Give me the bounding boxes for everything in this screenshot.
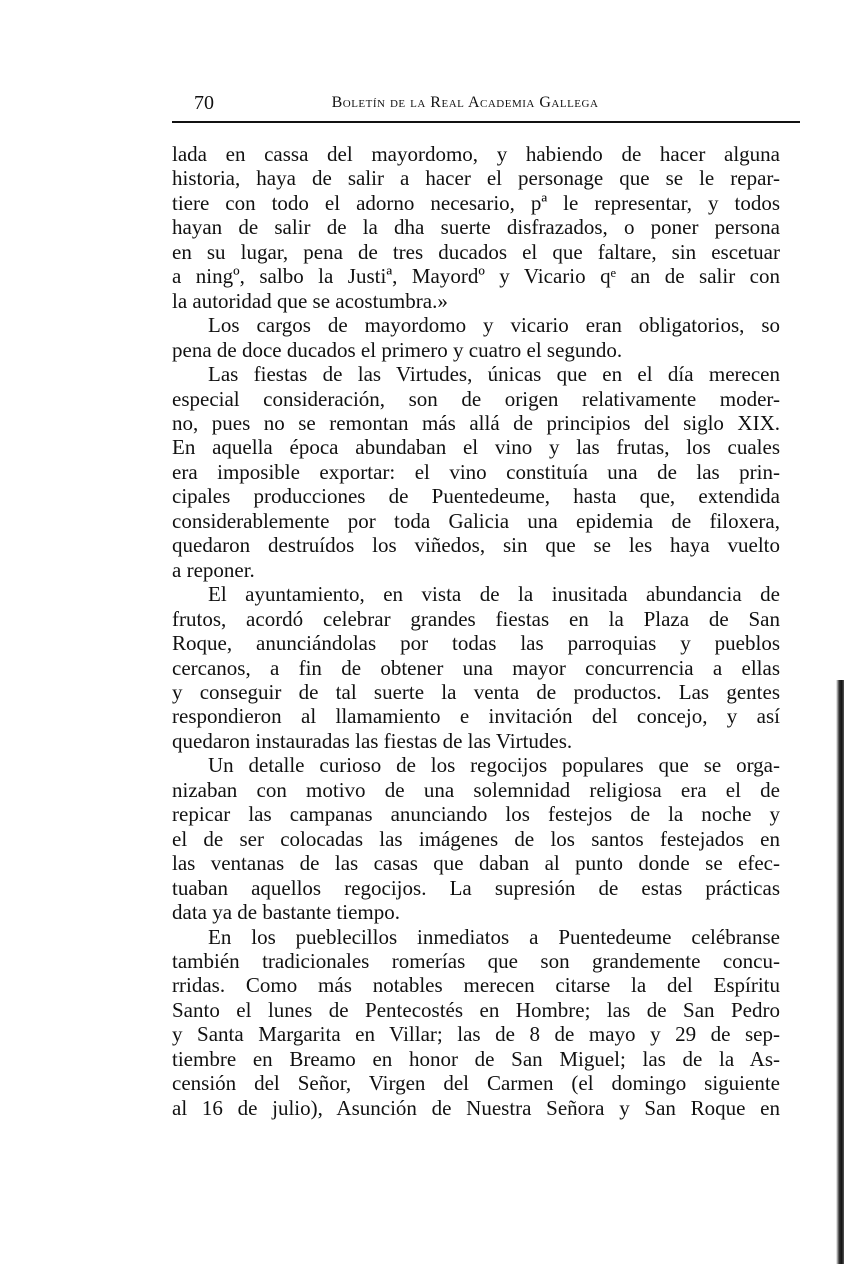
text-line: en su lugar, pena de tres ducados el que faltare, sin escetuar <box>172 239 780 264</box>
text-line: rridas. Como más notables merecen citarse la del Espíritu <box>172 973 780 998</box>
text-line: las ventanas de las casas que daban al punto donde se efec- <box>172 851 780 876</box>
text-line: tiembre en Breamo en honor de San Miguel; las de la As- <box>172 1046 780 1071</box>
text-line: repicar las campanas anunciando los festejos de la noche y <box>172 802 780 827</box>
text-line: quedaron instauradas las fiestas de las Virtudes. <box>172 728 573 753</box>
text-line: cercanos, a fin de obtener una mayor concurrencia a ellas <box>172 655 780 680</box>
text-line: data ya de bastante tiempo. <box>172 900 400 925</box>
text-line: pena de doce ducados el primero y cuatro el segundo. <box>172 337 623 362</box>
text-line: considerablemente por toda Galicia una epidemia de filoxera, <box>172 508 780 533</box>
text-line: Las fiestas de las Virtudes, únicas que en el día merecen <box>208 362 780 387</box>
text-line: frutos, acordó celebrar grandes fiestas en la Plaza de San <box>172 606 780 631</box>
body-text <box>172 142 780 1120</box>
text-line: Un detalle curioso de los regocijos populares que se orga- <box>208 753 780 778</box>
text-line: tiere con todo el adorno necesario, pª le representar, y todos <box>172 190 780 215</box>
text-line: el de ser colocadas las imágenes de los santos festejados en <box>172 826 780 851</box>
text-line: no, pues no se remontan más allá de principios del siglo XIX. <box>172 410 780 435</box>
text-line: En aquella época abundaban el vino y las frutas, los cuales <box>172 435 780 460</box>
text-line: también tradicionales romerías que son grandemente concu- <box>172 948 780 973</box>
text-line: hayan de salir de la dha suerte disfrazados, o poner persona <box>172 215 780 240</box>
running-title: Boletín de la Real Academia Gallega <box>331 94 599 111</box>
text-line: respondieron al llamamiento e invitación del concejo, y así <box>172 704 780 729</box>
text-line: al 16 de julio), Asunción de Nuestra Señora y San Roque en <box>172 1095 780 1120</box>
page-edge-shadow <box>836 680 844 1264</box>
text-line: Roque, anunciándolas por todas las parroquias y pueblos <box>172 631 780 656</box>
text-line: historia, haya de salir a hacer el personage que se le repar- <box>172 166 780 191</box>
text-line: especial consideración, son de origen relativamente moder- <box>172 386 780 411</box>
text-line: En los pueblecillos inmediatos a Puentedeume celébranse <box>208 924 780 949</box>
text-line: y conseguir de tal suerte la venta de productos. Las gentes <box>172 679 780 704</box>
text-line: quedaron destruídos los viñedos, sin que se les haya vuelto <box>172 533 780 558</box>
text-line: El ayuntamiento, en vista de la inusitada abundancia de <box>208 582 780 607</box>
text-line: nizaban con motivo de una solemnidad religiosa era el de <box>172 777 780 802</box>
text-line: cipales producciones de Puentedeume, hasta que, extendida <box>172 484 780 509</box>
page-number: 70 <box>194 92 214 114</box>
text-line: y Santa Margarita en Villar; las de 8 de mayo y 29 de sep- <box>172 1022 780 1047</box>
text-line: era imposible exportar: el vino constituía una de las prin- <box>172 459 780 484</box>
text-line: a ningº, salbo la Justiª, Mayordº y Vicario qᵉ an de salir con <box>172 264 780 289</box>
text-line: Santo el lunes de Pentecostés en Hombre; las de San Pedro <box>172 997 780 1022</box>
text-line: a reponer. <box>172 557 255 582</box>
text-line: Los cargos de mayordomo y vicario eran obligatorios, so <box>208 313 780 338</box>
text-line: censión del Señor, Virgen del Carmen (el domingo siguiente <box>172 1071 780 1096</box>
text-line: lada en cassa del mayordomo, y habiendo de hacer alguna <box>172 142 780 166</box>
header-rule <box>172 121 800 123</box>
text-line: la autoridad que se acostumbra.» <box>172 288 448 313</box>
text-line: tuaban aquellos regocijos. La supresión de estas prácticas <box>172 875 780 900</box>
